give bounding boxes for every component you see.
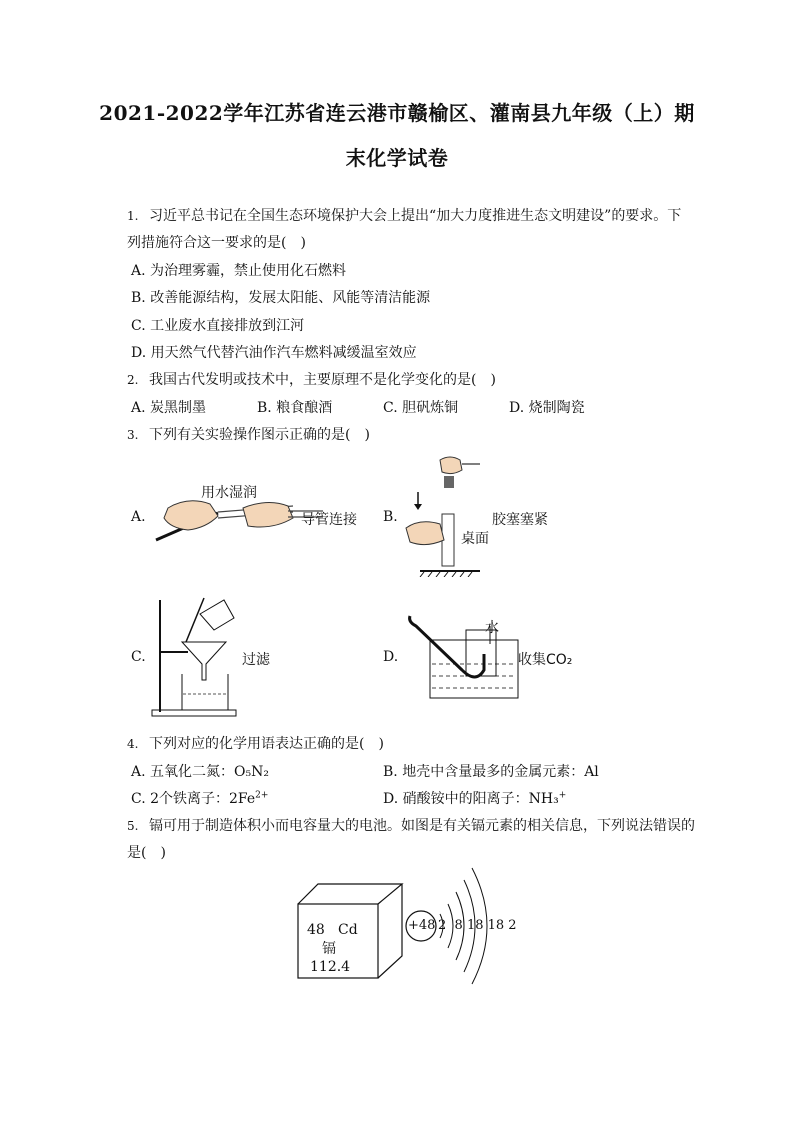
question-1-stem-cont: 列措施符合这一要求的是( )	[127, 235, 306, 251]
question-5-number: 5.	[127, 819, 139, 833]
element-symbol: Cd	[338, 922, 358, 938]
question-2-number: 2.	[127, 373, 139, 387]
question-3-d-caption-collect: 收集CO₂	[518, 652, 573, 668]
electron-shells: 2 8 18 18 2	[438, 918, 517, 933]
question-4-option-b: B. 地壳中含量最多的金属元素：Al	[383, 764, 599, 780]
question-3-b-caption-stopper: 胶塞塞紧	[492, 512, 548, 528]
question-2-option-b: B. 粮食酿酒	[257, 400, 333, 416]
question-2-option-d: D. 烧制陶瓷	[509, 400, 585, 416]
question-4-number: 4.	[127, 737, 139, 751]
exam-title-line1: 2021-2022学年江苏省连云港市赣榆区、灌南县九年级（上）期	[99, 101, 695, 125]
gas-collection-diagram	[404, 610, 520, 702]
question-3-a-caption-water: 用水湿润	[201, 485, 257, 501]
question-1-number: 1.	[127, 209, 139, 223]
question-3-option-d-label: D.	[383, 649, 399, 665]
question-3-option-a-label: A.	[131, 509, 146, 525]
question-3-option-b-label: B.	[383, 509, 398, 525]
question-3-c-caption-filter: 过滤	[242, 652, 270, 668]
question-4-option-c: C. 2个铁离子：$2Fe^{2+}$	[131, 790, 269, 807]
question-4-stem: 4. 下列对应的化学用语表达正确的是( )	[127, 736, 384, 752]
question-1-stem: 1. 习近平总书记在全国生态环境保护大会上提出“加大力度推进生态文明建设”的要求。下	[127, 208, 682, 224]
question-2-stem: 2. 我国古代发明或技术中，主要原理不是化学变化的是( )	[127, 372, 496, 388]
question-2-option-c: C. 胆矾炼铜	[383, 400, 459, 416]
filtration-diagram	[148, 594, 238, 720]
question-3-b-caption-desk: 桌面	[461, 531, 489, 547]
question-3-a-caption-connect: 导管连接	[301, 512, 357, 528]
element-name: 镉	[322, 941, 336, 957]
question-2-option-a: A. 炭黑制墨	[131, 400, 207, 416]
question-3-stem: 3. 下列有关实验操作图示正确的是( )	[127, 427, 370, 443]
question-3-d-caption-water: 水	[485, 620, 499, 636]
question-1-option-b: B. 改善能源结构，发展太阳能、风能等清洁能源	[131, 290, 431, 306]
question-5-stem: 5. 镉可用于制造体积小而电容量大的电池。如图是有关镉元素的相关信息，下列说法错误的	[127, 818, 695, 834]
question-1-option-c: C. 工业废水直接排放到江河	[131, 318, 305, 334]
question-4-option-c-charge: 2+	[255, 790, 269, 801]
question-4-option-a: A. 五氧化二氮：O₅N₂	[131, 764, 269, 780]
question-1-option-a: A. 为治理雾霾，禁止使用化石燃料	[131, 263, 347, 279]
question-5-stem-cont: 是( )	[127, 845, 166, 861]
element-atomic-number: 48	[307, 922, 325, 938]
element-atomic-mass: 112.4	[310, 959, 351, 975]
nucleus-charge: +48	[408, 918, 436, 933]
question-4-option-d: D. 硝酸铵中的阳离子：NH₃+	[383, 790, 567, 807]
question-3-number: 3.	[127, 428, 139, 442]
question-1-option-d: D. 用天然气代替汽油作汽车燃料减缓温室效应	[131, 345, 417, 361]
stopper-insert-diagram	[400, 452, 490, 577]
question-3-option-c-label: C.	[131, 649, 146, 665]
question-4-option-d-charge: +	[558, 790, 567, 801]
exam-title-line2: 末化学试卷	[345, 146, 449, 170]
